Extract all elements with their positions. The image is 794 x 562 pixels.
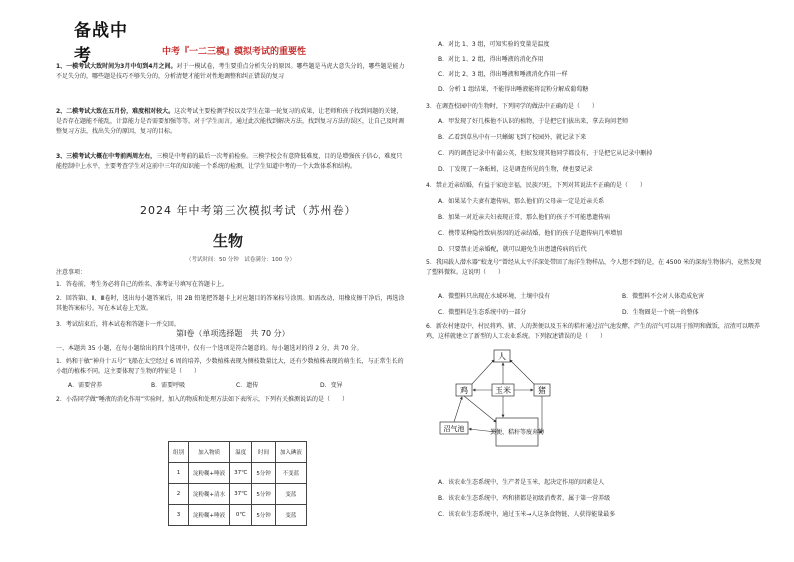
q2-option-d: D．分析 1 组结果，不能得出唾液能将淀粉分解成葡萄糖 <box>438 86 589 93</box>
node-waste: 粪便、秸秆等废弃物 <box>489 429 545 436</box>
intro-text-2: 这次考试主要检测学校以及学生在第一轮复习的成果，让老师和孩子找到问题的关键，是否存在题能不能乱，计算能力是否需要加强等等。对于学生而言，通过此次能找到解决方法，找到复习方法的误区，让自己及时调整复习方法，找出失分的原因，复习的目标。 <box>56 108 405 135</box>
table-row <box>169 484 307 505</box>
table-cell: 3 <box>169 505 189 526</box>
intro-paragraph-3 <box>56 152 406 172</box>
q1-option-b: B．需要呼吸 <box>151 382 186 389</box>
node-biogas: 沼气池 <box>443 425 465 433</box>
question-1-stem: 1．妈和于敏“神舟十五号”飞船在太空经过 6 周的培养，少数植株表现为侧枝数量比大，还有少数植株表现的萌生长，与正常生长的小组的植株不同。这主要体现了生物的特征是（ ） <box>56 358 404 375</box>
intro-paragraph-2 <box>56 107 406 137</box>
node-pig: 猪 <box>538 386 546 395</box>
q2-table <box>168 441 307 526</box>
table-cell: 变蓝 <box>275 484 306 505</box>
intro-lead-2: 2、二模考试大致在五月份，难度相对较大。 <box>56 108 175 115</box>
note-3: 3．考试结束后，将本试卷和答题卡一并交回。 <box>56 321 180 328</box>
table-header-row <box>169 442 307 463</box>
table-header-cell: 加入物质 <box>189 442 230 463</box>
notes-heading: 注意事项： <box>56 269 87 276</box>
q3-option-b: B．乙看到草丛中有一只蜥蜴飞到了校园外，就记录下来 <box>438 134 587 141</box>
ecosystem-diagram <box>438 348 558 460</box>
question-4-stem: 4．禁止近亲结婚，有益于家庭幸福，民族兴旺，下列对其说法不正确的是（ ） <box>426 182 646 189</box>
exam-title: 2024 年中考第三次模拟考试（苏州卷） <box>140 204 357 217</box>
table-cell: 37℃ <box>230 484 252 505</box>
q5-option-b: B．微塑料不会对人体造成危害 <box>622 293 705 300</box>
q3-option-c: C．丙的调查记录中有蒲公英，但蚁发现其他同学都没有，于是把它从记录中删掉 <box>438 150 653 157</box>
question-2-stem: 2．小浩同学做“唾液的消化作用”实验时，加入的物质和处理方法如下表所示，下列有关推测说话的是（ ） <box>56 396 349 403</box>
table-cell: 变蓝 <box>275 505 306 526</box>
table-header-cell: 加入碘液 <box>275 442 306 463</box>
q2-option-b: B．对比 1、2 组，得出唾液的消化作用 <box>438 56 544 63</box>
node-person: 人 <box>498 352 506 361</box>
q3-option-a: A．甲发现了好几株他不认识的植物，于是把它们拔出来，拿去询问老师 <box>438 118 629 125</box>
table-cell: 2 <box>169 484 189 505</box>
q6-option-c: C．该农业生态系统中，通过玉米→人这条食物链，人获得能量最多 <box>438 511 616 518</box>
q4-option-d: D．只要禁止近亲婚配，就可以避免生出患遗传病的后代 <box>438 246 587 253</box>
q2-option-c: C．对比 2、3 组，得出唾液和唾液消化作用一样 <box>438 71 568 78</box>
table-cell: 1 <box>169 463 189 484</box>
q5-option-d: D．生物圈是一个统一的整体 <box>622 309 699 316</box>
table-header-cell: 时间 <box>252 442 276 463</box>
logo-title: 备战中考 <box>74 21 128 66</box>
table-row <box>169 463 307 484</box>
table-cell: 37℃ <box>230 463 252 484</box>
q1-option-a: A．需要营养 <box>68 382 103 389</box>
intro-lead-1: 1、一模考试大致时间为3月中旬到4月之间。 <box>56 63 177 70</box>
q3-option-d: D．丁发现了一条蚯蚓，这是调查所见的生物，便也要记录 <box>438 166 593 173</box>
node-corn: 玉米 <box>495 386 511 395</box>
table-cell: 0℃ <box>230 505 252 526</box>
table-row <box>169 505 307 526</box>
intro-text-3: 三模是中考前的最后一次考前检验。三模学校会有意降低难度，目的是增强孩子信心，难度只能控制中上水平，主要考查学生对这前中三年的知识能一个系统的检测，让学生知道中考的一个大致体系和结构。 <box>56 153 403 170</box>
arrow-biogas-chicken <box>454 397 462 422</box>
table-cell: 淀粉糊+清水 <box>189 484 230 505</box>
table-cell: 5分钟 <box>252 484 276 505</box>
intro-text-1: 对于一模试卷，考生要重点分析失分的原因。哪些题是马虎大意失分的，哪些题是能力不足失分的，哪些题是技巧不够失分的，分析清楚才能针对性地调整和纠正错误的复习 <box>56 63 405 80</box>
subject-title: 生物 <box>213 232 244 250</box>
table-header-cell: 温度 <box>230 442 252 463</box>
intro-paragraph-1 <box>56 62 406 82</box>
arrow-chicken-person <box>472 360 494 384</box>
q4-option-b: B．加果一对近亲夫妇表现正常，那么他们的孩子不可能患遗传病 <box>438 214 611 221</box>
q4-option-a: A．如果某个夫妻有遗传病，那么他们的父母亲一定是近亲关系 <box>438 198 605 205</box>
part-title: 第Ⅰ卷（单项选择题 共 70 分） <box>176 329 290 338</box>
note-1: 1．答卷前，考生务必将自己的姓名、准考证号填写在答题卡上。 <box>56 281 228 288</box>
table-cell: 5分钟 <box>252 463 276 484</box>
q4-option-c: C．携带某种隐性致病基因的近亲结婚，他们的孩子是遗传病几率增加 <box>438 230 623 237</box>
q1-option-d: D．变异 <box>320 382 343 389</box>
q6-option-a: A．该农业生态系统中，生产者是玉米，起决定作用的因素是人 <box>438 479 605 486</box>
q5-option-a: A．微塑料只出现在水域环境，土壤中没有 <box>438 293 551 300</box>
question-3-stem: 3．在调查校园中的生物时，下列同学的做法中正确的是（ ） <box>426 103 598 110</box>
arrow-chicken-waste <box>464 396 496 422</box>
logo <box>74 16 140 66</box>
exam-meta: （考试时间：50 分钟 试卷满分：100 分） <box>186 257 295 263</box>
table-header-cell: 组别 <box>169 442 189 463</box>
note-2: 2．回答第Ⅰ、Ⅱ、Ⅲ卷时，选出每小题答案后，用 2B 铅笔把答题卡上对应题目的答案标号涂黑。如需改动，用橡皮擦干净后，再选涂其他答案标号。写在本试卷上无效。 <box>56 295 405 312</box>
arrow-pig-waste <box>539 396 542 432</box>
q6-option-b: B．该农业生态系统中，鸡和猪都是初级消费者，属于第一营养级 <box>438 495 611 502</box>
table-cell: 淀粉糊+唾液 <box>189 505 230 526</box>
q1-option-c: C．遗传 <box>236 382 259 389</box>
q5-option-c: C．微塑料是生态系统中的一部分 <box>438 309 527 316</box>
table-cell: 5分钟 <box>252 505 276 526</box>
question-6-stem: 6．新农村建设中，村民将鸡、猪、人的粪便以及玉米的秸秆通过沼气池发酵，产生的沼气可以用于照明和做饭，沼渣可以喂养鸡，这样就建立了新型的人工农业系统。下列叙述错误的是（ ） <box>426 323 760 340</box>
q2-option-a: A．对比 1、3 组，可知实验的变量是温度 <box>438 41 550 48</box>
intro-lead-3: 3、三模考试大概在中考前两周左右， <box>56 153 157 160</box>
table-cell: 不变蓝 <box>275 463 306 484</box>
question-5-stem: 5．我国载人潜水器“蛟龙号”曾经从太平洋深处带回了海洋生物样品，令人想不到的是，在 4500 米的深海生物体内，竟然发现了塑料微粒。这说明（ ） <box>426 259 762 276</box>
table-cell: 淀粉糊+唾液 <box>189 463 230 484</box>
arrow-pig-person <box>510 360 534 384</box>
part-description: 一、本题共 35 小题，在每小题给出的四个选项中，仅有一个选项是符合题意的。每小题选对的得 2 分，共 70 分。 <box>56 345 363 352</box>
node-chicken: 鸡 <box>460 386 468 395</box>
banner-title: 中考『一二三模』模拟考试的重要性 <box>162 47 307 57</box>
page-fold-line <box>410 0 411 562</box>
